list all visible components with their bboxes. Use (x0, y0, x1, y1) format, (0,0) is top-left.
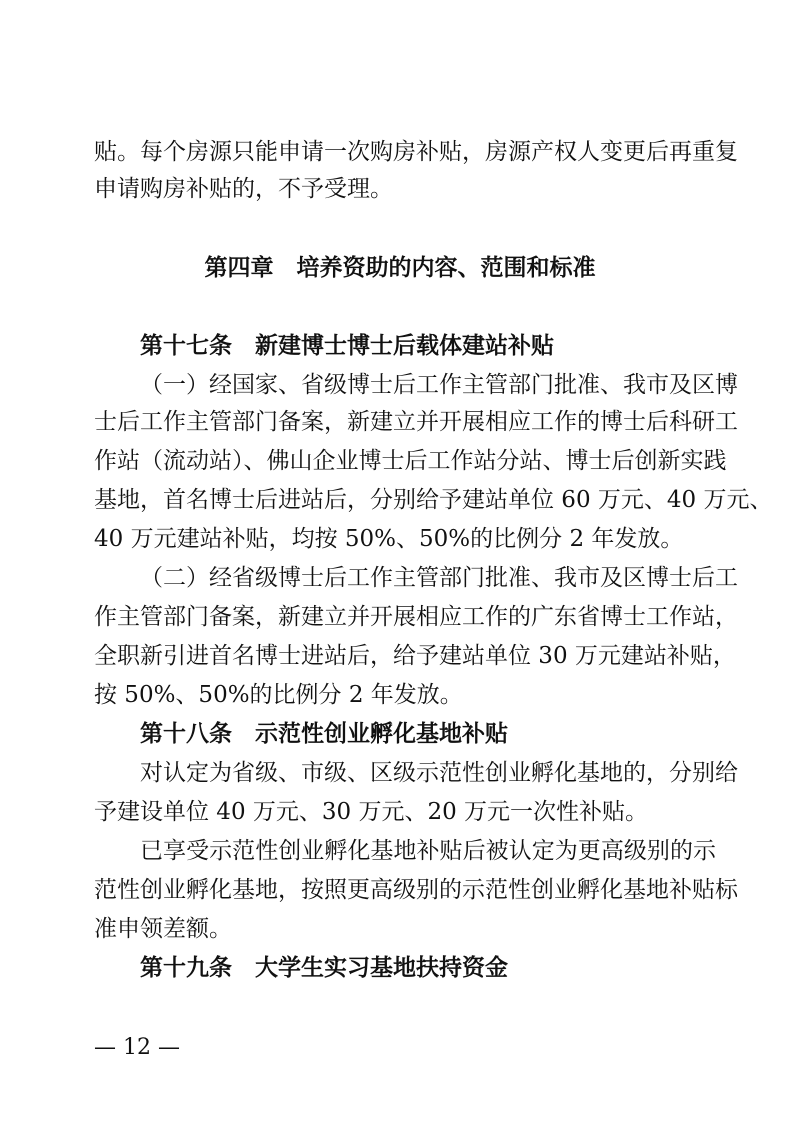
paragraph-line: 士后工作主管部门备案，新建立并开展相应工作的博士后科研工 (94, 409, 738, 435)
paragraph-line: （二）经省级博士后工作主管部门批准、我市及区博士后工 (140, 565, 738, 591)
paragraph-line: （一）经国家、省级博士后工作主管部门批准、我市及区博 (140, 372, 738, 398)
article-18-heading: 第十八条 示范性创业孵化基地补贴 (140, 721, 508, 747)
paragraph-line: 基地，首名博士后进站后，分别给予建站单位 60 万元、40 万元、 (94, 487, 773, 513)
article-17-heading: 第十七条 新建博士博士后载体建站补贴 (140, 333, 554, 359)
paragraph-line: 范性创业孵化基地，按照更高级别的示范性创业孵化基地补贴标 (94, 877, 738, 903)
paragraph-line: 申请购房补贴的，不予受理。 (94, 176, 393, 202)
paragraph-line: 按 50%、50%的比例分 2 年发放。 (94, 682, 463, 708)
paragraph-line: 对认定为省级、市级、区级示范性创业孵化基地的，分别给 (140, 760, 738, 786)
paragraph-line: 贴。每个房源只能申请一次购房补贴，房源产权人变更后再重复 (94, 139, 738, 165)
paragraph-line: 40 万元建站补贴，均按 50%、50%的比例分 2 年发放。 (94, 526, 684, 552)
article-19-heading: 第十九条 大学生实习基地扶持资金 (140, 955, 508, 981)
paragraph-line: 准申领差额。 (94, 916, 232, 942)
paragraph-line: 作主管部门备案，新建立并开展相应工作的广东省博士工作站， (94, 604, 738, 630)
paragraph-line: 予建设单位 40 万元、30 万元、20 万元一次性补贴。 (94, 799, 649, 825)
paragraph-line: 全职新引进首名博士进站后，给予建站单位 30 万元建站补贴， (94, 643, 736, 669)
paragraph-line: 已享受示范性创业孵化基地补贴后被认定为更高级别的示 (140, 838, 716, 864)
chapter-heading: 第四章 培养资助的内容、范围和标准 (204, 255, 596, 281)
paragraph-line: 作站（流动站）、佛山企业博士后工作站分站、博士后创新实践 (94, 448, 727, 474)
page-number: — 12 — (94, 1035, 180, 1060)
